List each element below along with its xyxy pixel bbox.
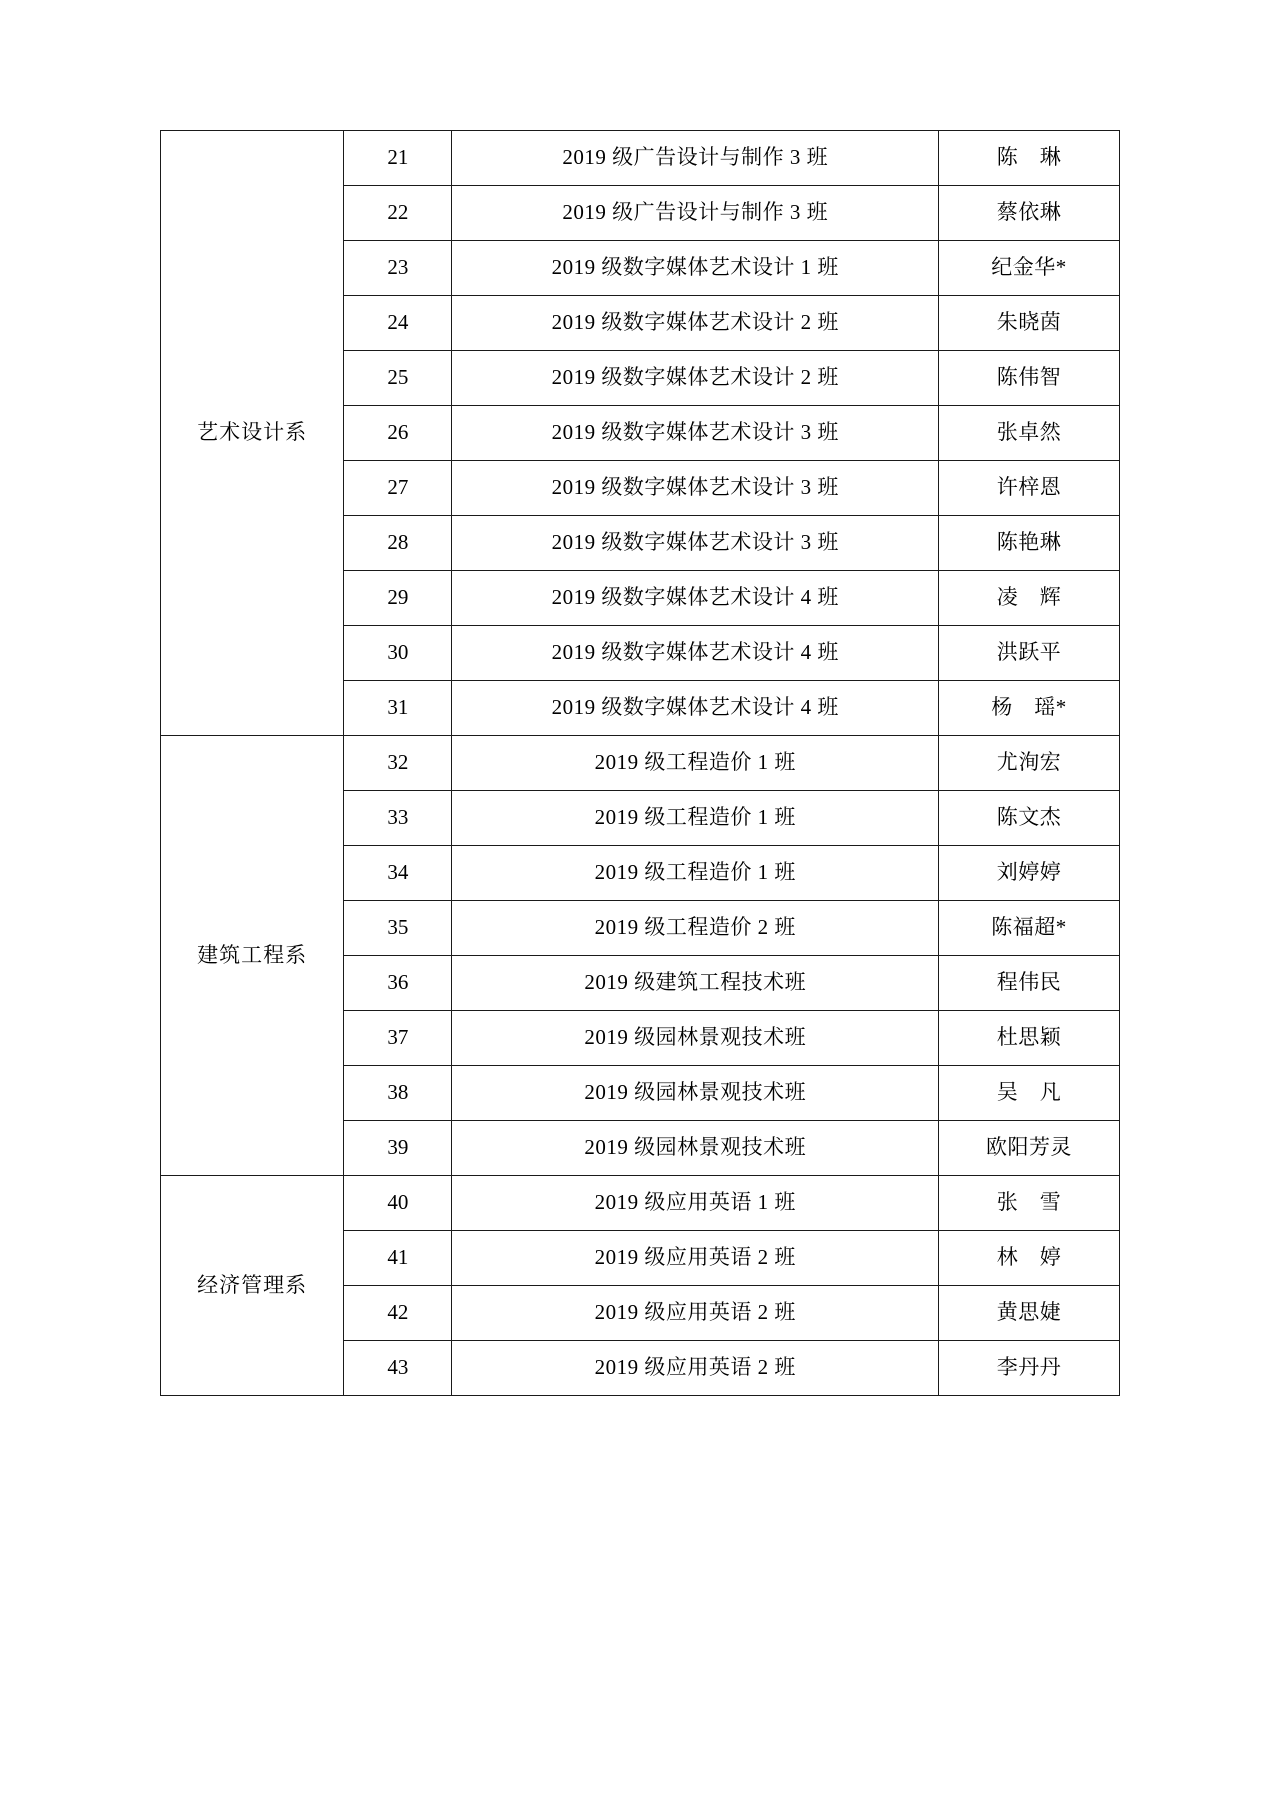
- class-name-cell: 2019 级数字媒体艺术设计 1 班: [452, 241, 939, 296]
- class-name-cell: 2019 级工程造价 2 班: [452, 901, 939, 956]
- class-name-cell: 2019 级园林景观技术班: [452, 1121, 939, 1176]
- row-number-cell: 38: [344, 1066, 452, 1121]
- department-cell: 艺术设计系: [161, 131, 344, 736]
- class-name-cell: 2019 级数字媒体艺术设计 3 班: [452, 516, 939, 571]
- class-name-cell: 2019 级建筑工程技术班: [452, 956, 939, 1011]
- student-name-cell: 陈福超*: [939, 901, 1120, 956]
- student-roster-table: [160, 130, 1120, 1396]
- student-name-cell: 洪跃平: [939, 626, 1120, 681]
- row-number-cell: 41: [344, 1231, 452, 1286]
- department-cell: 建筑工程系: [161, 736, 344, 1176]
- student-name-cell: 吴 凡: [939, 1066, 1120, 1121]
- row-number-cell: 29: [344, 571, 452, 626]
- student-name-cell: 张 雪: [939, 1176, 1120, 1231]
- row-number-cell: 43: [344, 1341, 452, 1396]
- class-name-cell: 2019 级工程造价 1 班: [452, 791, 939, 846]
- row-number-cell: 37: [344, 1011, 452, 1066]
- row-number-cell: 21: [344, 131, 452, 186]
- row-number-cell: 39: [344, 1121, 452, 1176]
- class-name-cell: 2019 级广告设计与制作 3 班: [452, 186, 939, 241]
- student-name-cell: 林 婷: [939, 1231, 1120, 1286]
- class-name-cell: 2019 级数字媒体艺术设计 2 班: [452, 296, 939, 351]
- class-name-cell: 2019 级数字媒体艺术设计 3 班: [452, 406, 939, 461]
- table-row: [161, 131, 1120, 186]
- class-name-cell: 2019 级应用英语 2 班: [452, 1231, 939, 1286]
- row-number-cell: 28: [344, 516, 452, 571]
- class-name-cell: 2019 级应用英语 1 班: [452, 1176, 939, 1231]
- class-name-cell: 2019 级园林景观技术班: [452, 1011, 939, 1066]
- row-number-cell: 32: [344, 736, 452, 791]
- row-number-cell: 26: [344, 406, 452, 461]
- row-number-cell: 24: [344, 296, 452, 351]
- row-number-cell: 22: [344, 186, 452, 241]
- student-name-cell: 蔡依琳: [939, 186, 1120, 241]
- student-name-cell: 纪金华*: [939, 241, 1120, 296]
- row-number-cell: 31: [344, 681, 452, 736]
- class-name-cell: 2019 级应用英语 2 班: [452, 1286, 939, 1341]
- row-number-cell: 35: [344, 901, 452, 956]
- student-name-cell: 陈 琳: [939, 131, 1120, 186]
- class-name-cell: 2019 级工程造价 1 班: [452, 846, 939, 901]
- class-name-cell: 2019 级数字媒体艺术设计 3 班: [452, 461, 939, 516]
- class-name-cell: 2019 级数字媒体艺术设计 4 班: [452, 681, 939, 736]
- table-row: [161, 1176, 1120, 1231]
- class-name-cell: 2019 级工程造价 1 班: [452, 736, 939, 791]
- student-name-cell: 凌 辉: [939, 571, 1120, 626]
- table-row: [161, 736, 1120, 791]
- row-number-cell: 33: [344, 791, 452, 846]
- row-number-cell: 34: [344, 846, 452, 901]
- student-name-cell: 陈艳琳: [939, 516, 1120, 571]
- row-number-cell: 30: [344, 626, 452, 681]
- row-number-cell: 23: [344, 241, 452, 296]
- class-name-cell: 2019 级数字媒体艺术设计 4 班: [452, 626, 939, 681]
- student-name-cell: 陈文杰: [939, 791, 1120, 846]
- student-name-cell: 朱晓茵: [939, 296, 1120, 351]
- student-name-cell: 黄思婕: [939, 1286, 1120, 1341]
- student-name-cell: 李丹丹: [939, 1341, 1120, 1396]
- row-number-cell: 42: [344, 1286, 452, 1341]
- class-name-cell: 2019 级数字媒体艺术设计 2 班: [452, 351, 939, 406]
- student-name-cell: 刘婷婷: [939, 846, 1120, 901]
- roster-body: [161, 131, 1120, 1396]
- row-number-cell: 27: [344, 461, 452, 516]
- class-name-cell: 2019 级园林景观技术班: [452, 1066, 939, 1121]
- row-number-cell: 25: [344, 351, 452, 406]
- class-name-cell: 2019 级应用英语 2 班: [452, 1341, 939, 1396]
- student-name-cell: 杜思颖: [939, 1011, 1120, 1066]
- student-name-cell: 尤洵宏: [939, 736, 1120, 791]
- student-name-cell: 许梓恩: [939, 461, 1120, 516]
- row-number-cell: 40: [344, 1176, 452, 1231]
- class-name-cell: 2019 级广告设计与制作 3 班: [452, 131, 939, 186]
- student-name-cell: 程伟民: [939, 956, 1120, 1011]
- class-name-cell: 2019 级数字媒体艺术设计 4 班: [452, 571, 939, 626]
- student-name-cell: 杨 瑶*: [939, 681, 1120, 736]
- student-name-cell: 张卓然: [939, 406, 1120, 461]
- student-name-cell: 欧阳芳灵: [939, 1121, 1120, 1176]
- student-name-cell: 陈伟智: [939, 351, 1120, 406]
- department-cell: 经济管理系: [161, 1176, 344, 1396]
- row-number-cell: 36: [344, 956, 452, 1011]
